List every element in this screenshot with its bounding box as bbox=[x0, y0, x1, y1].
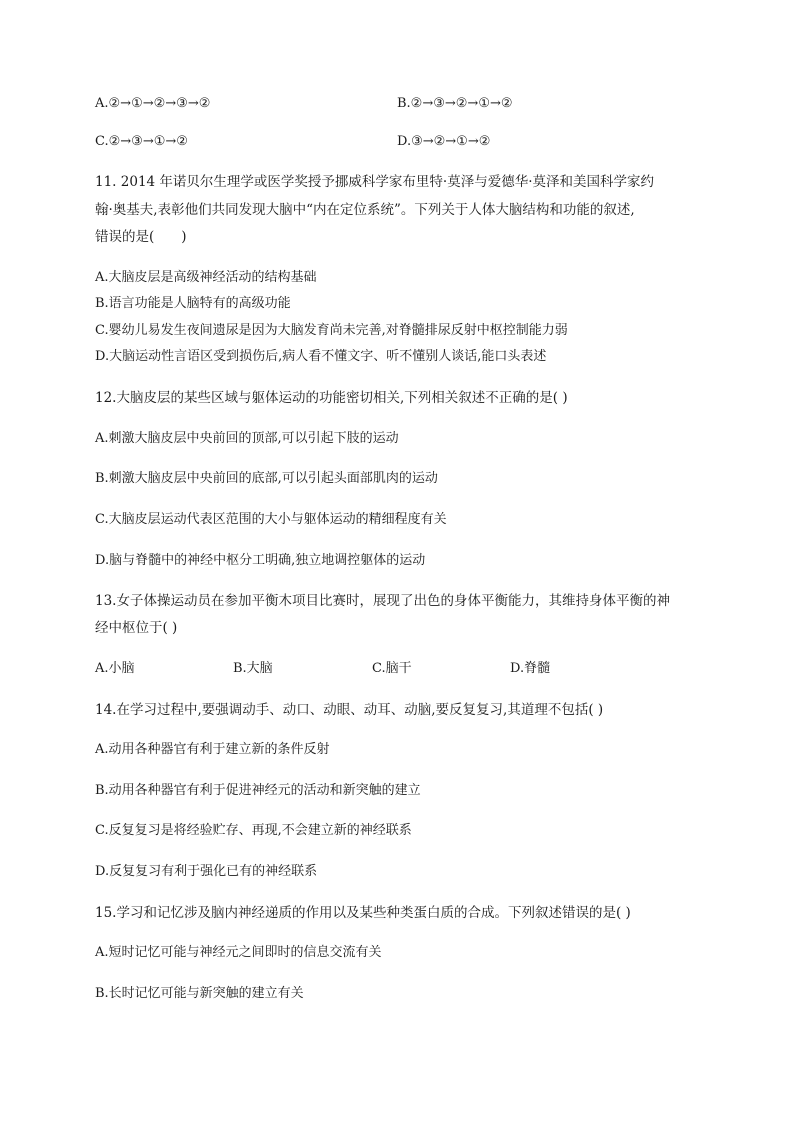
q10-option-d: D.③→②→①→② bbox=[397, 134, 491, 149]
q14-stem: 14.在学习过程中,要强调动手、动口、动眼、动耳、动脑,要反复复习,其道理不包括( ) bbox=[95, 702, 604, 718]
q13-option-c: C.脑干 bbox=[372, 661, 412, 676]
q12-option-a: A.刺激大脑皮层中央前回的顶部,可以引起下肢的运动 bbox=[95, 431, 399, 446]
q11-option-b: B.语言功能是人脑特有的高级功能 bbox=[95, 296, 291, 311]
q12-option-b: B.刺激大脑皮层中央前回的底部,可以引起头面部肌肉的运动 bbox=[95, 471, 438, 486]
q10-option-b: B.②→③→②→①→② bbox=[397, 96, 513, 111]
q14-option-c: C.反复复习是将经验贮存、再现,不会建立新的神经联系 bbox=[95, 823, 412, 838]
q15-stem: 15.学习和记忆涉及脑内神经递质的作用以及某些种类蛋白质的合成。下列叙述错误的是( ) bbox=[95, 905, 631, 921]
q14-option-b: B.动用各种器官有利于促进神经元的活动和新突触的建立 bbox=[95, 783, 421, 798]
q12-option-d: D.脑与脊髓中的神经中枢分工明确,独立地调控躯体的运动 bbox=[95, 553, 426, 568]
q13-option-a: A.小脑 bbox=[95, 661, 135, 676]
q13-stem-line2: 经中枢位于( ) bbox=[95, 620, 178, 636]
q12-option-c: C.大脑皮层运动代表区范围的大小与躯体运动的精细程度有关 bbox=[95, 512, 447, 527]
q10-option-a: A.②→①→②→③→② bbox=[95, 96, 211, 111]
q11-stem-line2: 翰·奥基夫,表彰他们共同发现大脑中“内在定位系统”。下列关于人体大脑结构和功能的叙述, bbox=[95, 202, 635, 218]
q13-option-b: B.大脑 bbox=[233, 661, 273, 676]
q11-option-c: C.婴幼儿易发生夜间遗尿是因为大脑发育尚未完善,对脊髓排尿反射中枢控制能力弱 bbox=[95, 323, 568, 338]
q13-stem-line1: 13.女子体操运动员在参加平衡木项目比赛时，展现了出色的身体平衡能力，其维持身体平衡的神 bbox=[95, 593, 670, 609]
q14-option-a: A.动用各种器官有利于建立新的条件反射 bbox=[95, 742, 330, 757]
q11-stem-line3: 错误的是( ) bbox=[95, 229, 187, 245]
q13-option-d: D.脊髓 bbox=[510, 661, 551, 676]
q14-option-d: D.反复复习有利于强化已有的神经联系 bbox=[95, 864, 318, 879]
q11-option-a: A.大脑皮层是高级神经活动的结构基础 bbox=[95, 270, 317, 285]
q10-option-c: C.②→③→①→② bbox=[95, 134, 188, 149]
q12-stem: 12.大脑皮层的某些区域与躯体运动的功能密切相关,下列相关叙述不正确的是( ) bbox=[95, 390, 568, 406]
q11-stem-line1: 11. 2014 年诺贝尔生理学或医学奖授予挪威科学家布里特·莫泽与爱德华·莫泽和美国科学家约 bbox=[95, 174, 654, 190]
q15-option-a: A.短时记忆可能与神经元之间即时的信息交流有关 bbox=[95, 945, 382, 960]
q15-option-b: B.长时记忆可能与新突触的建立有关 bbox=[95, 986, 304, 1001]
q11-option-d: D.大脑运动性言语区受到损伤后,病人看不懂文字、听不懂别人谈话,能口头表述 bbox=[95, 349, 547, 364]
